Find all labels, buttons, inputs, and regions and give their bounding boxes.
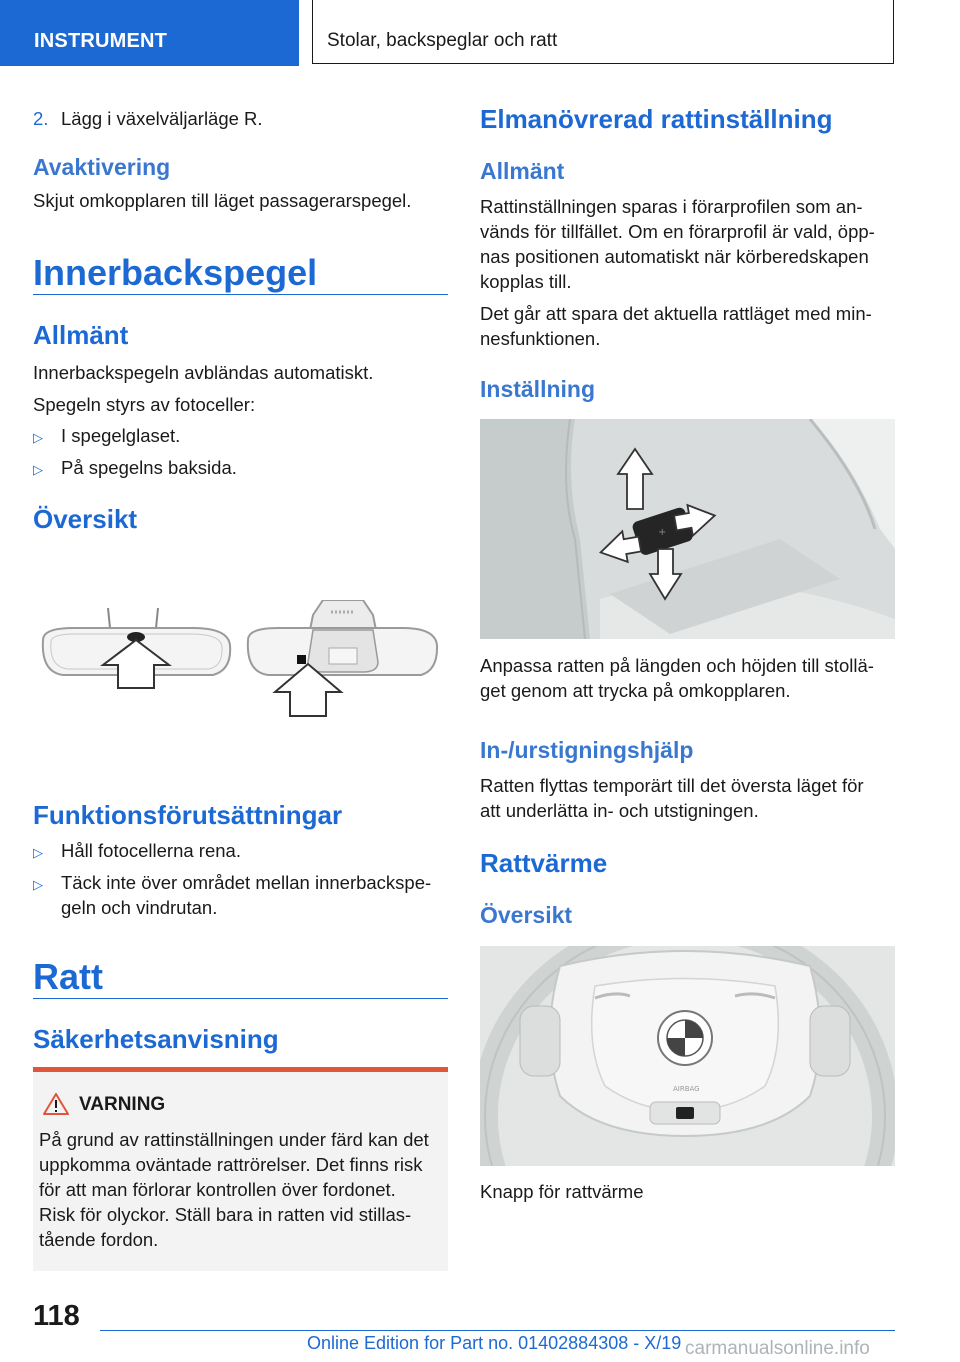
heading-rule xyxy=(33,294,448,295)
chapter-label: Stolar, backspeglar och ratt xyxy=(327,30,558,51)
steering-adjust-photo xyxy=(480,419,895,639)
general-heading: Allmänt xyxy=(480,158,565,184)
entry-aid-line: att underlätta in- och utstigningen. xyxy=(480,800,759,821)
electric-adjust-heading: Elmanövrerad rattinställning xyxy=(480,104,833,134)
deactivation-heading: Avaktivering xyxy=(33,154,171,180)
general-text-1: Innerbackspegeln avbländas automatiskt. xyxy=(33,362,374,383)
triangle-bullet-icon: ▷ xyxy=(33,430,43,445)
list-item: ▷ I spegelglaset. xyxy=(33,425,181,446)
safety-heading: Säkerhetsanvisning xyxy=(33,1024,279,1054)
adjustment-heading: Inställning xyxy=(480,376,595,402)
general-line: Rattinställningen sparas i förarprofilen som an- xyxy=(480,196,863,217)
footer-rule xyxy=(100,1330,895,1331)
general-line: vänds för tillfället. Om en förarprofil är vald, öpp- xyxy=(480,221,875,242)
adjust-caption: Anpassa ratten på längden och höjden till stollä- xyxy=(480,655,874,676)
list-item-continuation: geln och vindrutan. xyxy=(61,897,218,918)
heated-wheel-heading: Rattvärme xyxy=(480,848,608,878)
edition-text: Online Edition for Part no. 01402884308 - X/19 xyxy=(307,1333,682,1353)
warning-triangle-icon xyxy=(43,1093,69,1115)
general-line: Det går att spara det aktuella rattläget med min- xyxy=(480,303,872,324)
general-text-2: Spegeln styrs av fotoceller: xyxy=(33,394,256,415)
triangle-bullet-icon: ▷ xyxy=(33,462,43,477)
rear-mirror-illustration xyxy=(33,600,443,725)
step-text: Lägg i växelväljarläge R. xyxy=(61,108,263,129)
general-line: kopplas till. xyxy=(480,271,572,292)
step-2 xyxy=(33,106,263,131)
deactivation-text: Skjut omkopplaren till läget passagerarspegel. xyxy=(33,190,412,211)
svg-text:+: + xyxy=(658,527,667,538)
warning-bar xyxy=(33,1067,448,1072)
triangle-bullet-icon: ▷ xyxy=(33,845,43,860)
airbag-text: AIRBAG xyxy=(673,1085,700,1093)
entry-aid-line: Ratten flyttas temporärt till det översta läget för xyxy=(480,775,864,796)
heated-wheel-caption: Knapp för rattvärme xyxy=(480,1181,644,1202)
chapter-header xyxy=(312,0,894,64)
general-heading: Allmänt xyxy=(33,320,129,350)
warning-line: för att man förlorar kontrollen över fordonet. xyxy=(39,1179,396,1200)
entry-aid-heading: In-/urstigningshjälp xyxy=(480,737,694,763)
steering-wheel-heading: Ratt xyxy=(33,956,103,997)
page-number: 118 xyxy=(33,1300,80,1332)
warning-box xyxy=(33,1067,448,1271)
list-item: ▷ Håll fotocellerna rena. xyxy=(33,840,241,861)
step-number: 2. xyxy=(33,108,49,129)
overview-heading: Översikt xyxy=(480,902,573,928)
warning-line: Risk för olyckor. Ställ bara in ratten vid stillas- xyxy=(39,1204,412,1225)
list-item: ▷ Täck inte över området mellan innerbackspe- xyxy=(33,872,432,893)
warning-label: VARNING xyxy=(79,1094,166,1115)
watermark: carmanualsonline.info xyxy=(685,1338,870,1359)
heading-rule xyxy=(33,998,448,999)
rear-mirror-heading: Innerbackspegel xyxy=(33,252,318,293)
list-item: ▷ På spegelns baksida. xyxy=(33,457,237,478)
general-line: nesfunktionen. xyxy=(480,328,601,349)
steering-wheel-photo xyxy=(480,946,895,1166)
section-label: INSTRUMENT xyxy=(34,30,168,52)
overview-heading: Översikt xyxy=(33,504,138,534)
warning-line: tående fordon. xyxy=(39,1229,159,1250)
general-line: nas positionen automatiskt när körberedskapen xyxy=(480,246,869,267)
triangle-bullet-icon: ▷ xyxy=(33,877,43,892)
section-tab xyxy=(0,0,299,66)
requirements-heading: Funktionsförutsättningar xyxy=(33,800,343,830)
warning-line: På grund av rattinställningen under färd kan det xyxy=(39,1129,429,1150)
adjust-caption: get genom att trycka på omkopplaren. xyxy=(480,680,791,701)
warning-line: uppkomma oväntade rattrörelser. Det finns risk xyxy=(39,1154,423,1175)
